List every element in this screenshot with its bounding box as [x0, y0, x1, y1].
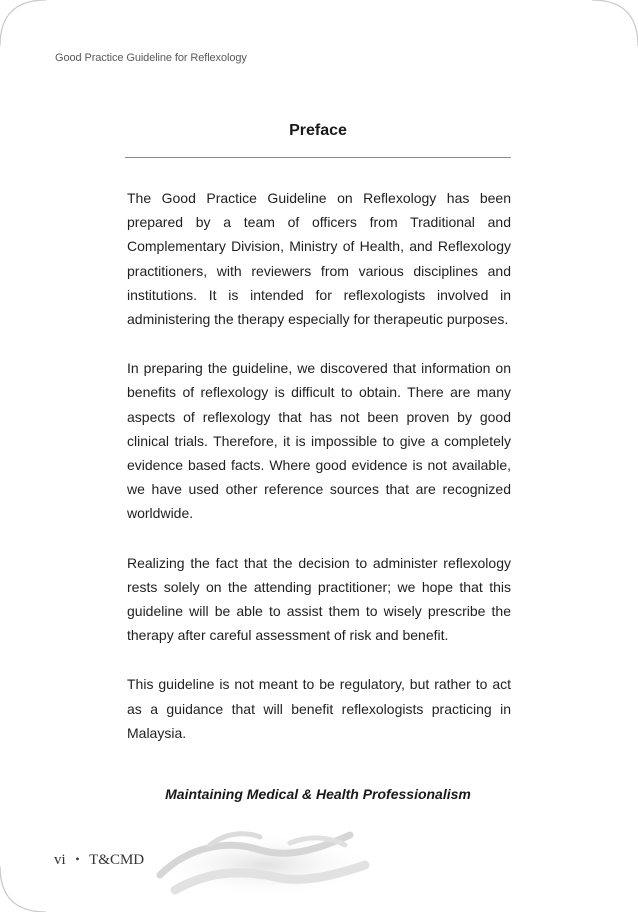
page-footer — [54, 852, 144, 869]
title-divider — [125, 157, 511, 158]
motto: Maintaining Medical & Health Professionalism — [165, 786, 471, 802]
paragraph: Realizing the fact that the decision to administer reflexology rests solely on the attending practitioner; we hope that this guideline will be able to assist them to wisely prescribe the therapy after careful assessment of risk and benefit. — [127, 554, 511, 644]
section-code: T&CMD — [89, 852, 145, 868]
preface-body — [127, 186, 511, 770]
separator-dot: • — [75, 852, 80, 866]
paragraph: The Good Practice Guideline on Reflexology has been prepared by a team of officers from Traditional and Complementary Division, Ministry of Health, and Reflexology practitioners, with reviewers from various disciplines and institutions. It is intended for reflexologists involved in administering the therapy especially for therapeutic purposes. — [127, 190, 511, 328]
hands-watermark-image — [150, 815, 380, 900]
paragraph: In preparing the guideline, we discovered that information on benefits of reflexology is difficult to obtain. There are many aspects of reflexology that has not been proven by good clinical trials. Therefore, it is impossible to give a completely evidence based facts. Where good evidence is not available, we have used other reference sources that are recognized worldwide. — [127, 360, 511, 522]
paragraph: This guideline is not meant to be regulatory, but rather to act as a guidance that will benefit reflexologists practicing in Malaysia. — [127, 676, 511, 741]
running-header: Good Practice Guideline for Reflexology — [55, 52, 247, 64]
page-number: vi — [54, 852, 66, 868]
page-title: Preface — [289, 122, 347, 139]
